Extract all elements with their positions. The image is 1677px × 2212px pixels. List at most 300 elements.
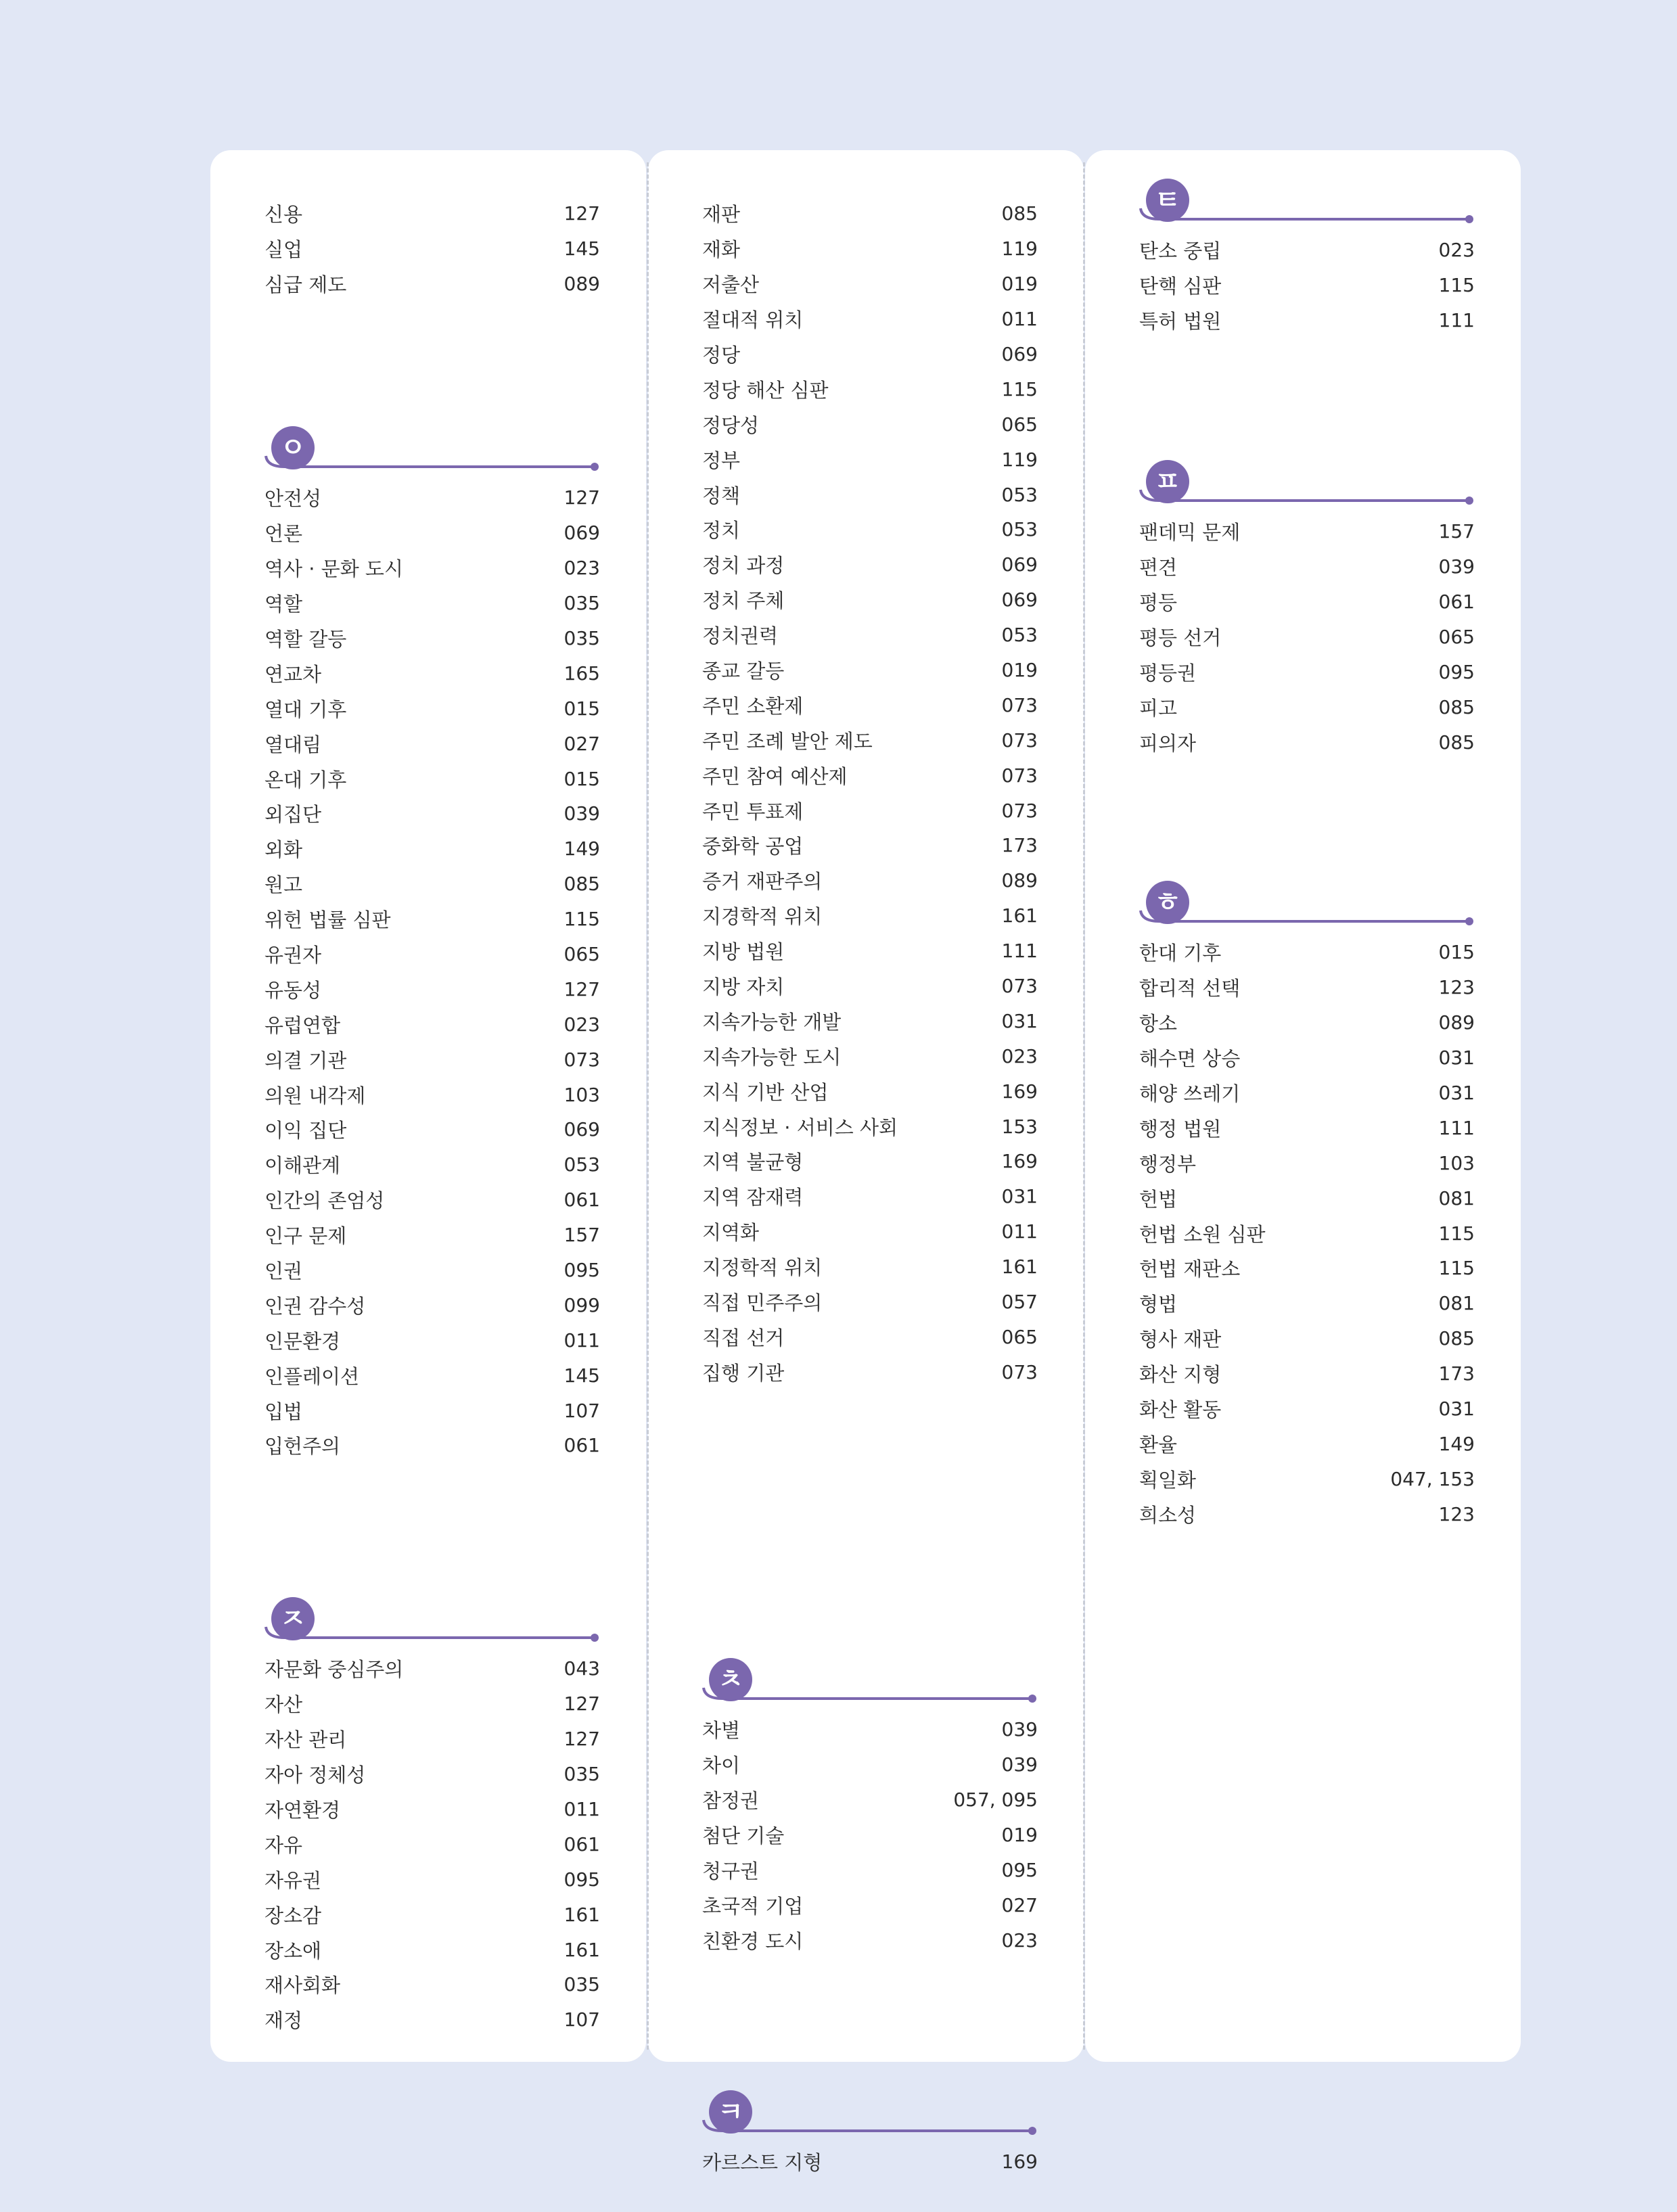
index-term: 외집단 xyxy=(265,803,322,827)
index-entry xyxy=(265,621,600,656)
page-number: 035 xyxy=(564,1973,600,1996)
page-number: 039 xyxy=(1001,1718,1038,1741)
page-number: 053 xyxy=(1001,518,1038,541)
index-term: 화산 지형 xyxy=(1139,1363,1222,1387)
index-entry xyxy=(702,793,1038,828)
index-entry xyxy=(702,196,1038,231)
index-entry xyxy=(702,1354,1038,1389)
index-term: 헌법 xyxy=(1139,1187,1178,1211)
index-term: 행정 법원 xyxy=(1139,1117,1222,1140)
index-term: 초국적 기업 xyxy=(702,1894,804,1918)
index-term: 직접 민주주의 xyxy=(702,1291,823,1315)
page-number: 085 xyxy=(1438,731,1475,754)
page-number: 015 xyxy=(564,767,600,790)
index-term: 열대림 xyxy=(265,733,322,756)
page-number: 123 xyxy=(1438,976,1475,999)
index-term: 탄핵 심판 xyxy=(1139,275,1222,298)
index-entry xyxy=(702,512,1038,547)
index-section xyxy=(265,1596,600,2037)
index-entry xyxy=(702,1109,1038,1144)
page-number: 073 xyxy=(1001,693,1038,716)
index-term: 지정학적 위치 xyxy=(702,1256,823,1280)
index-term: 자유권 xyxy=(265,1868,322,1892)
index-term: 자산 xyxy=(265,1693,303,1717)
index-term: 역할 xyxy=(265,593,303,616)
index-entry xyxy=(265,1077,600,1112)
index-term: 편견 xyxy=(1139,556,1178,580)
index-term: 환율 xyxy=(1139,1433,1178,1456)
index-section xyxy=(702,196,1038,1389)
index-entry xyxy=(265,1967,600,2002)
index-entry xyxy=(702,1074,1038,1109)
page-number: 039 xyxy=(564,802,600,825)
index-term: 지속가능한 도시 xyxy=(702,1045,842,1069)
index-entry xyxy=(265,1826,600,1862)
index-term: 유럽연합 xyxy=(265,1013,341,1037)
index-entry xyxy=(702,758,1038,793)
index-entry xyxy=(702,969,1038,1004)
page-number: 169 xyxy=(1001,1150,1038,1173)
index-term: 의원 내각제 xyxy=(265,1084,366,1107)
index-term: 피의자 xyxy=(1139,731,1197,755)
page-number: 069 xyxy=(564,1118,600,1141)
index-section xyxy=(702,2089,1038,2180)
index-term: 첨단 기술 xyxy=(702,1824,785,1848)
page-number: 073 xyxy=(1001,975,1038,998)
index-term: 정당 해산 심판 xyxy=(702,378,829,402)
index-term: 참정권 xyxy=(702,1789,760,1813)
page-number: 031 xyxy=(1438,1398,1475,1421)
index-entry xyxy=(265,902,600,937)
index-entry xyxy=(1139,655,1475,690)
index-term: 열대 기후 xyxy=(265,697,347,721)
page-number: 169 xyxy=(1001,1080,1038,1103)
index-entry xyxy=(265,1147,600,1182)
index-term: 정책 xyxy=(702,484,741,507)
index-term: 저출산 xyxy=(702,273,760,297)
index-entry xyxy=(265,1757,600,1792)
index-entry xyxy=(265,1651,600,1686)
index-entry xyxy=(265,1722,600,1757)
index-entry xyxy=(702,477,1038,512)
index-entry xyxy=(702,687,1038,722)
section-letter-badge: ㅊ xyxy=(709,1658,752,1701)
page-number: 111 xyxy=(1438,309,1475,332)
index-entry xyxy=(702,1144,1038,1179)
index-term: 이해관계 xyxy=(265,1154,341,1178)
index-term: 자유 xyxy=(265,1833,303,1857)
index-term: 장소애 xyxy=(265,1939,322,1962)
page-number: 095 xyxy=(564,1868,600,1891)
index-entry xyxy=(1139,1496,1475,1531)
index-term: 온대 기후 xyxy=(265,768,347,791)
index-term: 주민 참여 예산제 xyxy=(702,764,848,788)
index-term: 인간의 존엄성 xyxy=(265,1189,385,1213)
index-entry xyxy=(265,971,600,1007)
column-divider xyxy=(647,162,649,2050)
index-term: 자문화 중심주의 xyxy=(265,1658,404,1682)
index-entry xyxy=(702,618,1038,653)
index-entry xyxy=(702,442,1038,477)
index-term: 유동성 xyxy=(265,978,322,1002)
index-entry xyxy=(1139,514,1475,549)
page-number: 039 xyxy=(1438,555,1475,578)
index-term: 중화학 공업 xyxy=(702,835,804,858)
index-term: 재정 xyxy=(265,2009,303,2033)
index-entry xyxy=(265,551,600,586)
index-term: 한대 기후 xyxy=(1139,942,1222,965)
page-number: 053 xyxy=(1001,624,1038,647)
index-term: 인권 감수성 xyxy=(265,1294,366,1318)
section-header-line xyxy=(1139,207,1475,225)
index-term: 원고 xyxy=(265,873,303,897)
index-entry xyxy=(265,867,600,902)
index-term: 인구 문제 xyxy=(265,1224,347,1248)
index-term: 탄소 중립 xyxy=(1139,239,1222,263)
page-number: 127 xyxy=(564,977,600,1000)
index-term: 친환경 도시 xyxy=(702,1929,804,1953)
page-number: 095 xyxy=(1001,1859,1038,1881)
index-entry xyxy=(702,1179,1038,1214)
index-entry xyxy=(702,1214,1038,1249)
section-letter-badge: ㅋ xyxy=(709,2090,752,2134)
page-number: 073 xyxy=(1001,1360,1038,1383)
page-number: 035 xyxy=(564,627,600,649)
page-number: 089 xyxy=(1438,1011,1475,1034)
page-number: 161 xyxy=(1001,1255,1038,1278)
index-entry xyxy=(1139,689,1475,724)
page-number: 161 xyxy=(564,1903,600,1926)
page-number: 149 xyxy=(1438,1432,1475,1455)
page-number: 065 xyxy=(1001,1325,1038,1348)
page-number: 027 xyxy=(564,732,600,755)
page-number: 015 xyxy=(1438,941,1475,964)
index-term: 차별 xyxy=(702,1719,741,1743)
index-entry xyxy=(1139,620,1475,655)
page-number: 169 xyxy=(1001,2150,1038,2173)
index-entry xyxy=(1139,1145,1475,1180)
index-entry xyxy=(1139,970,1475,1005)
index-entry xyxy=(702,1818,1038,1853)
index-entry xyxy=(1139,1321,1475,1356)
index-term: 형법 xyxy=(1139,1293,1178,1316)
page-number: 107 xyxy=(564,2008,600,2031)
page-number: 119 xyxy=(1001,448,1038,471)
index-term: 자산 관리 xyxy=(265,1728,347,1752)
index-term: 역할 갈등 xyxy=(265,628,347,651)
index-term: 인문환경 xyxy=(265,1329,341,1353)
section-letter-badge: ㅈ xyxy=(271,1597,315,1640)
index-term: 카르스트 지형 xyxy=(702,2151,823,2175)
index-term: 인플레이션 xyxy=(265,1364,360,1388)
index-entry xyxy=(1139,1426,1475,1461)
index-entry xyxy=(1139,584,1475,620)
index-entry xyxy=(702,1320,1038,1355)
index-entry xyxy=(702,231,1038,267)
page-number: 031 xyxy=(1438,1082,1475,1104)
index-term: 재화 xyxy=(702,238,741,262)
index-entry xyxy=(702,863,1038,898)
index-entry xyxy=(265,1112,600,1147)
page-number: 065 xyxy=(564,943,600,966)
index-term: 종교 갈등 xyxy=(702,660,785,683)
index-entry xyxy=(1139,1286,1475,1321)
section-header-line xyxy=(265,1626,600,1643)
index-entry xyxy=(702,1747,1038,1782)
page-number: 057 xyxy=(1001,1291,1038,1314)
index-entry xyxy=(702,934,1038,969)
index-entry xyxy=(265,267,600,302)
index-entry xyxy=(702,722,1038,758)
section-header-line xyxy=(1139,909,1475,927)
index-entry xyxy=(265,1007,600,1042)
page-number: 127 xyxy=(564,486,600,509)
index-section xyxy=(1139,879,1475,1531)
index-term: 입헌주의 xyxy=(265,1435,341,1458)
index-entry xyxy=(1139,1110,1475,1145)
page-number: 011 xyxy=(1001,1220,1038,1243)
index-entry xyxy=(265,1428,600,1463)
page-number: 023 xyxy=(564,1013,600,1036)
page-number: 145 xyxy=(564,1364,600,1387)
index-entry xyxy=(1139,1251,1475,1286)
index-term: 행정부 xyxy=(1139,1152,1197,1176)
page-number: 103 xyxy=(1438,1151,1475,1174)
index-entry xyxy=(265,1042,600,1077)
index-column-3 xyxy=(1085,150,1521,2062)
index-term: 지역 불균형 xyxy=(702,1151,804,1174)
index-section xyxy=(265,425,600,1463)
index-entry xyxy=(1139,303,1475,338)
index-entry xyxy=(1139,1005,1475,1040)
index-column-1 xyxy=(210,150,646,2062)
page-number: 073 xyxy=(1001,799,1038,822)
index-entry xyxy=(1139,724,1475,760)
index-term: 직접 선거 xyxy=(702,1326,785,1350)
index-entry xyxy=(265,1792,600,1827)
index-entry xyxy=(1139,1216,1475,1251)
index-entry xyxy=(265,1253,600,1288)
page-number: 057, 095 xyxy=(953,1789,1038,1812)
page-number: 031 xyxy=(1001,1185,1038,1208)
page-number: 069 xyxy=(564,522,600,545)
index-term: 연교차 xyxy=(265,662,322,686)
page-number: 081 xyxy=(1438,1292,1475,1315)
index-entry xyxy=(265,761,600,796)
page-number: 161 xyxy=(564,1938,600,1961)
index-term: 헌법 소원 심판 xyxy=(1139,1222,1266,1246)
page-number: 127 xyxy=(564,1728,600,1751)
page-number: 127 xyxy=(564,1692,600,1715)
page-number: 035 xyxy=(564,592,600,615)
section-header-line xyxy=(1139,488,1475,506)
index-term: 위헌 법률 심판 xyxy=(265,908,391,932)
index-term: 주민 투표제 xyxy=(702,800,804,823)
page-number: 099 xyxy=(564,1293,600,1316)
index-term: 정당성 xyxy=(702,413,760,437)
page-number: 073 xyxy=(1001,729,1038,752)
index-entry xyxy=(265,937,600,972)
index-term: 평등 선거 xyxy=(1139,626,1222,650)
index-entry xyxy=(1139,549,1475,584)
section-header xyxy=(265,1596,600,1650)
index-term: 외화 xyxy=(265,838,303,862)
index-entry xyxy=(265,1358,600,1393)
section-letter-badge: ㅇ xyxy=(271,426,315,469)
page-number: 035 xyxy=(564,1763,600,1786)
index-term: 정치 xyxy=(702,519,741,543)
page-number: 023 xyxy=(1001,1929,1038,1952)
page-number: 031 xyxy=(1001,1009,1038,1032)
index-entry xyxy=(265,515,600,551)
page-number: 085 xyxy=(1438,695,1475,718)
index-entry xyxy=(1139,1040,1475,1076)
page-number: 127 xyxy=(564,202,600,225)
page-number: 085 xyxy=(564,873,600,896)
page-number: 053 xyxy=(1001,483,1038,506)
index-section xyxy=(265,196,600,302)
page-number: 061 xyxy=(1438,591,1475,614)
index-entry xyxy=(702,547,1038,582)
page-number: 157 xyxy=(1438,520,1475,543)
page-number: 023 xyxy=(1438,239,1475,262)
index-term: 해양 쓰레기 xyxy=(1139,1082,1241,1105)
index-term: 희소성 xyxy=(1139,1503,1197,1527)
index-term: 재판 xyxy=(702,203,741,227)
page-number: 173 xyxy=(1438,1362,1475,1385)
page-number: 165 xyxy=(564,662,600,685)
index-term: 증거 재판주의 xyxy=(702,870,823,894)
page-number: 019 xyxy=(1001,1824,1038,1847)
index-entry xyxy=(1139,1356,1475,1391)
index-term: 청구권 xyxy=(702,1860,760,1883)
index-entry xyxy=(702,371,1038,407)
page-number: 053 xyxy=(564,1153,600,1176)
index-term: 평등권 xyxy=(1139,662,1197,685)
page-number: 019 xyxy=(1001,659,1038,682)
index-term: 자아 정체성 xyxy=(265,1764,366,1787)
index-term: 지식정보 · 서비스 사회 xyxy=(702,1115,898,1139)
page-number: 043 xyxy=(564,1657,600,1680)
page-number: 115 xyxy=(1001,377,1038,400)
index-term: 이익 집단 xyxy=(265,1119,347,1143)
index-entry xyxy=(702,267,1038,302)
index-entry xyxy=(702,1038,1038,1074)
index-term: 의결 기관 xyxy=(265,1049,347,1072)
index-entry xyxy=(1139,1180,1475,1216)
page-number: 089 xyxy=(564,273,600,296)
index-term: 정부 xyxy=(702,448,741,472)
page-number: 123 xyxy=(1438,1502,1475,1525)
index-term: 항소 xyxy=(1139,1012,1178,1036)
index-entry xyxy=(265,1686,600,1722)
page-number: 073 xyxy=(1001,764,1038,787)
index-entry xyxy=(265,1393,600,1428)
page-number: 115 xyxy=(1438,1257,1475,1280)
index-term: 인권 xyxy=(265,1260,303,1283)
index-term: 특허 법원 xyxy=(1139,310,1222,333)
index-entry xyxy=(265,196,600,231)
index-term: 합리적 선택 xyxy=(1139,977,1241,1000)
index-term: 평등 xyxy=(1139,591,1178,615)
index-entry xyxy=(265,1322,600,1358)
index-entry xyxy=(1139,233,1475,268)
index-term: 유권자 xyxy=(265,944,322,967)
page-number: 115 xyxy=(564,908,600,931)
section-letter-badge: ㅌ xyxy=(1146,179,1189,222)
index-entry xyxy=(265,586,600,621)
index-term: 지역화 xyxy=(702,1221,760,1245)
section-header xyxy=(265,425,600,479)
index-term: 정치 주체 xyxy=(702,589,785,613)
index-entry xyxy=(265,480,600,515)
page-number: 027 xyxy=(1001,1893,1038,1916)
index-entry xyxy=(702,1249,1038,1285)
index-entry xyxy=(1139,268,1475,303)
page-number: 065 xyxy=(1438,626,1475,649)
index-entry xyxy=(702,653,1038,688)
page-number: 085 xyxy=(1438,1327,1475,1350)
page-number: 019 xyxy=(1001,273,1038,296)
page-number: 031 xyxy=(1438,1046,1475,1069)
page-number: 065 xyxy=(1001,413,1038,436)
index-term: 정당 xyxy=(702,344,741,367)
index-column-2 xyxy=(648,150,1084,2175)
section-header xyxy=(1139,177,1475,231)
page-number: 119 xyxy=(1001,237,1038,260)
index-term: 지속가능한 개발 xyxy=(702,1010,842,1034)
index-term: 헌법 재판소 xyxy=(1139,1258,1241,1281)
index-term: 절대적 위치 xyxy=(702,308,804,332)
page-number: 095 xyxy=(564,1259,600,1282)
index-term: 화산 활동 xyxy=(1139,1398,1222,1422)
page-number: 161 xyxy=(1001,904,1038,927)
page-number: 069 xyxy=(1001,343,1038,365)
index-term: 해수면 상승 xyxy=(1139,1047,1241,1071)
index-term: 장소감 xyxy=(265,1904,322,1927)
index-entry xyxy=(265,1287,600,1322)
index-term: 지방 자치 xyxy=(702,975,785,999)
page-number: 107 xyxy=(564,1399,600,1422)
index-entry xyxy=(702,828,1038,863)
page-number: 073 xyxy=(564,1048,600,1071)
index-entry xyxy=(702,2144,1038,2180)
page-number: 145 xyxy=(564,237,600,260)
index-term: 지경학적 위치 xyxy=(702,905,823,929)
index-entry xyxy=(1139,1391,1475,1427)
page-number: 153 xyxy=(1001,1115,1038,1138)
column-divider xyxy=(1083,162,1085,2050)
page-number: 069 xyxy=(1001,553,1038,576)
index-entry xyxy=(265,831,600,867)
page-number: 089 xyxy=(1001,869,1038,892)
index-entry xyxy=(702,302,1038,337)
index-entry xyxy=(265,726,600,761)
index-entry xyxy=(265,655,600,691)
index-entry xyxy=(1139,935,1475,970)
section-header-line xyxy=(265,455,600,472)
index-term: 언론 xyxy=(265,522,303,546)
index-term: 지방 법원 xyxy=(702,940,785,964)
page-number: 023 xyxy=(564,557,600,580)
page-number: 085 xyxy=(1001,202,1038,225)
index-entry xyxy=(702,1285,1038,1320)
section-header xyxy=(702,1657,1038,1711)
index-entry xyxy=(265,691,600,726)
page-number: 023 xyxy=(1001,1044,1038,1067)
page-number: 157 xyxy=(564,1224,600,1247)
index-section xyxy=(1139,177,1475,338)
